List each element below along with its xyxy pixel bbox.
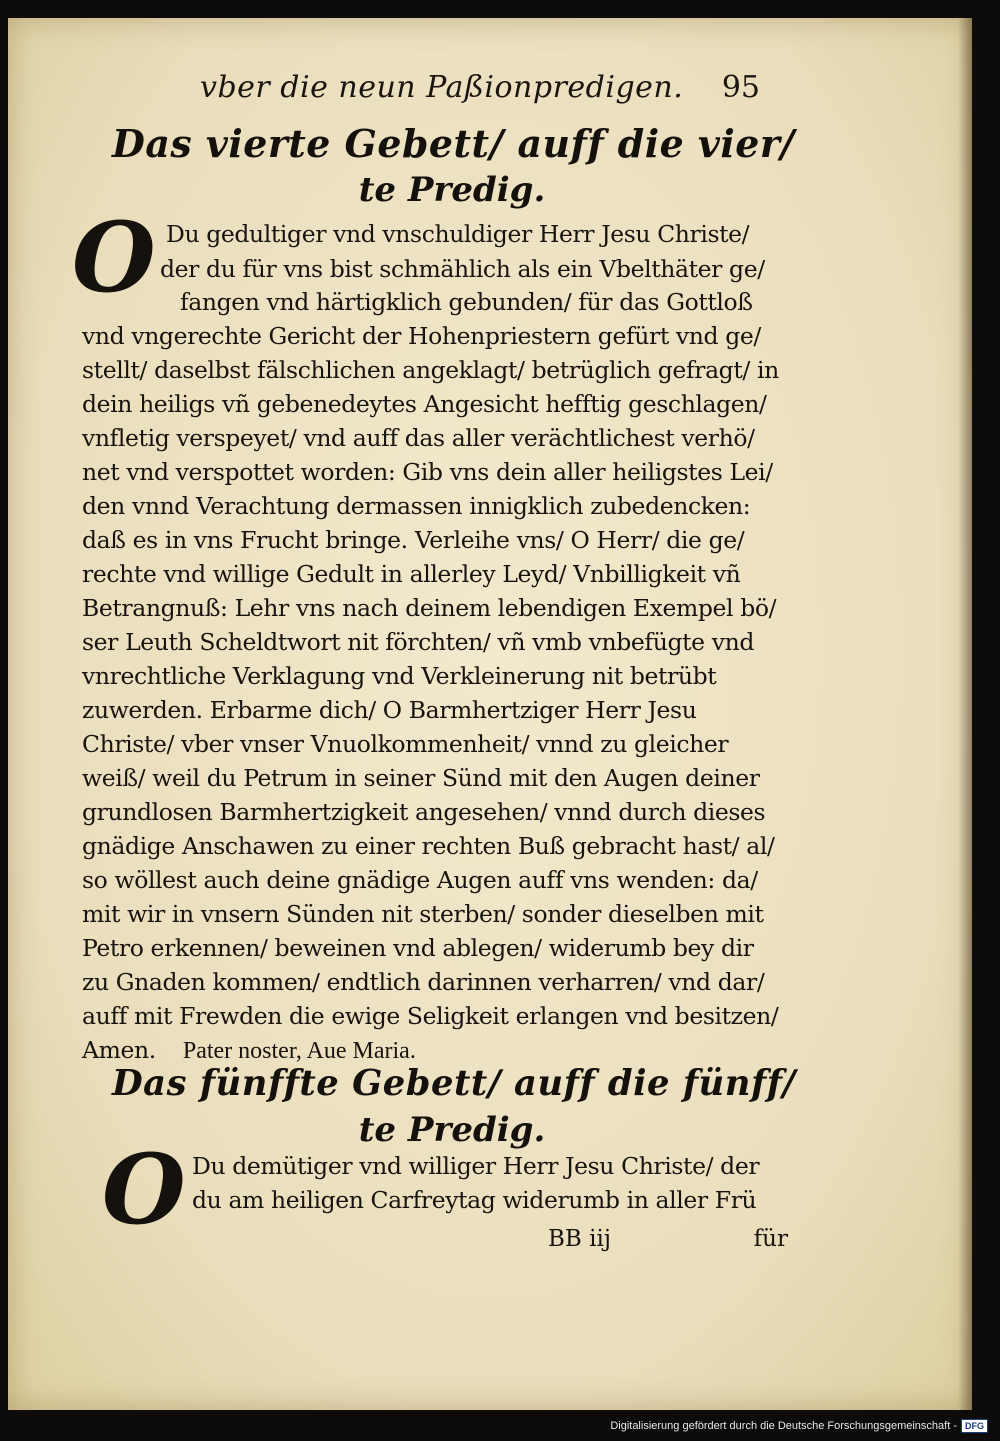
latin-closing: Pater noster, Aue Maria. <box>182 1038 416 1064</box>
text-line: vnfletig verspeyet/ vnd auff das aller verächtlichest verhö/ <box>82 424 755 452</box>
text-line: du am heiligen Carfreytag widerumb in aller Frü <box>192 1186 757 1214</box>
text-line: dein heiligs vñ gebenedeytes Angesicht hefftig geschlagen/ <box>82 390 767 418</box>
text-line: mit wir in vnsern Sünden nit sterben/ sonder dieselben mit <box>82 900 764 928</box>
dfg-logo: DFG <box>961 1419 988 1433</box>
text-line: grundlosen Barmhertzigkeit angesehen/ vnnd durch dieses <box>82 798 766 826</box>
section-heading-fourth-prayer <box>112 118 795 210</box>
text-line: Petro erkennen/ beweinen vnd ablegen/ widerumb bey dir <box>82 934 754 962</box>
text-line: weiß/ weil du Petrum in seiner Sünd mit den Augen deiner <box>82 764 760 792</box>
decorated-initial: O <box>102 1133 186 1246</box>
text-line: daß es in vns Frucht bringe. Verleihe vns/ O Herr/ die ge/ <box>82 526 745 554</box>
text-line: zuwerden. Erbarme dich/ O Barmhertziger Herr Jesu <box>82 696 697 724</box>
text-line: rechte vnd willige Gedult in allerley Leyd/ Vnbilligkeit vñ <box>82 560 741 588</box>
decorated-initial: O <box>72 201 156 314</box>
heading-line: Das fünffte Gebett/ auff die fünff/ <box>112 1063 796 1104</box>
credit-text: Digitalisierung gefördert durch die Deutsche Forschungsgemeinschaft - <box>610 1420 957 1432</box>
page-edge-shadow <box>958 18 972 1410</box>
text-line: so wöllest auch deine gnädige Augen auff vns wenden: da/ <box>82 866 758 894</box>
catchword: für <box>753 1226 788 1252</box>
running-head <box>200 70 760 110</box>
amen-text: Amen. <box>82 1036 156 1064</box>
signature-mark: BB iij <box>548 1226 611 1252</box>
text-line: der du für vns bist schmählich als ein Vbelthäter ge/ <box>160 255 765 283</box>
text-line: vnd vngerechte Gericht der Hohenpriestern gefürt vnd ge/ <box>82 322 761 350</box>
text-line: Du gedultiger vnd vnschuldiger Herr Jesu Christe/ <box>166 220 750 248</box>
digitization-credit <box>610 1417 988 1435</box>
text-line: Christe/ vber vnser Vnuolkommenheit/ vnnd zu gleicher <box>82 730 729 758</box>
section-heading-fifth-prayer <box>112 1058 796 1150</box>
page-number: 95 <box>721 70 760 105</box>
text-line: net vnd verspottet worden: Gib vns dein aller heiligstes Lei/ <box>82 458 773 486</box>
text-line: fangen vnd härtigklich gebunden/ für das Gottloß <box>180 288 753 316</box>
text-line: auff mit Frewden die ewige Seligkeit erlangen vnd besitzen/ <box>82 1002 779 1030</box>
heading-line: Das vierte Gebett/ auff die vier/ <box>112 121 795 166</box>
heading-line: te Predig. <box>358 1110 546 1150</box>
text-line: ser Leuth Scheldtwort nit förchten/ vñ vmb vnbefügte vnd <box>82 628 754 656</box>
text-line: gnädige Anschawen zu einer rechten Buß gebracht hast/ al/ <box>82 832 775 860</box>
text-line: vnrechtliche Verklagung vnd Verkleinerung nit betrübt <box>82 662 717 690</box>
text-line: Du demütiger vnd williger Herr Jesu Christe/ der <box>192 1152 760 1180</box>
text-line: Betrangnuß: Lehr vns nach deinem lebendigen Exempel bö/ <box>82 594 777 622</box>
text-line: den vnnd Verachtung dermassen innigklich zubedencken: <box>82 492 751 520</box>
heading-line: te Predig. <box>358 170 546 210</box>
signature-line <box>548 1226 788 1262</box>
running-title: vber die neun Paßionpredigen. <box>200 70 684 105</box>
text-line: zu Gnaden kommen/ endtlich darinnen verharren/ vnd dar/ <box>82 968 765 996</box>
text-line: stellt/ daselbst fälschlichen angeklagt/ betrüglich gefragt/ in <box>82 356 779 384</box>
